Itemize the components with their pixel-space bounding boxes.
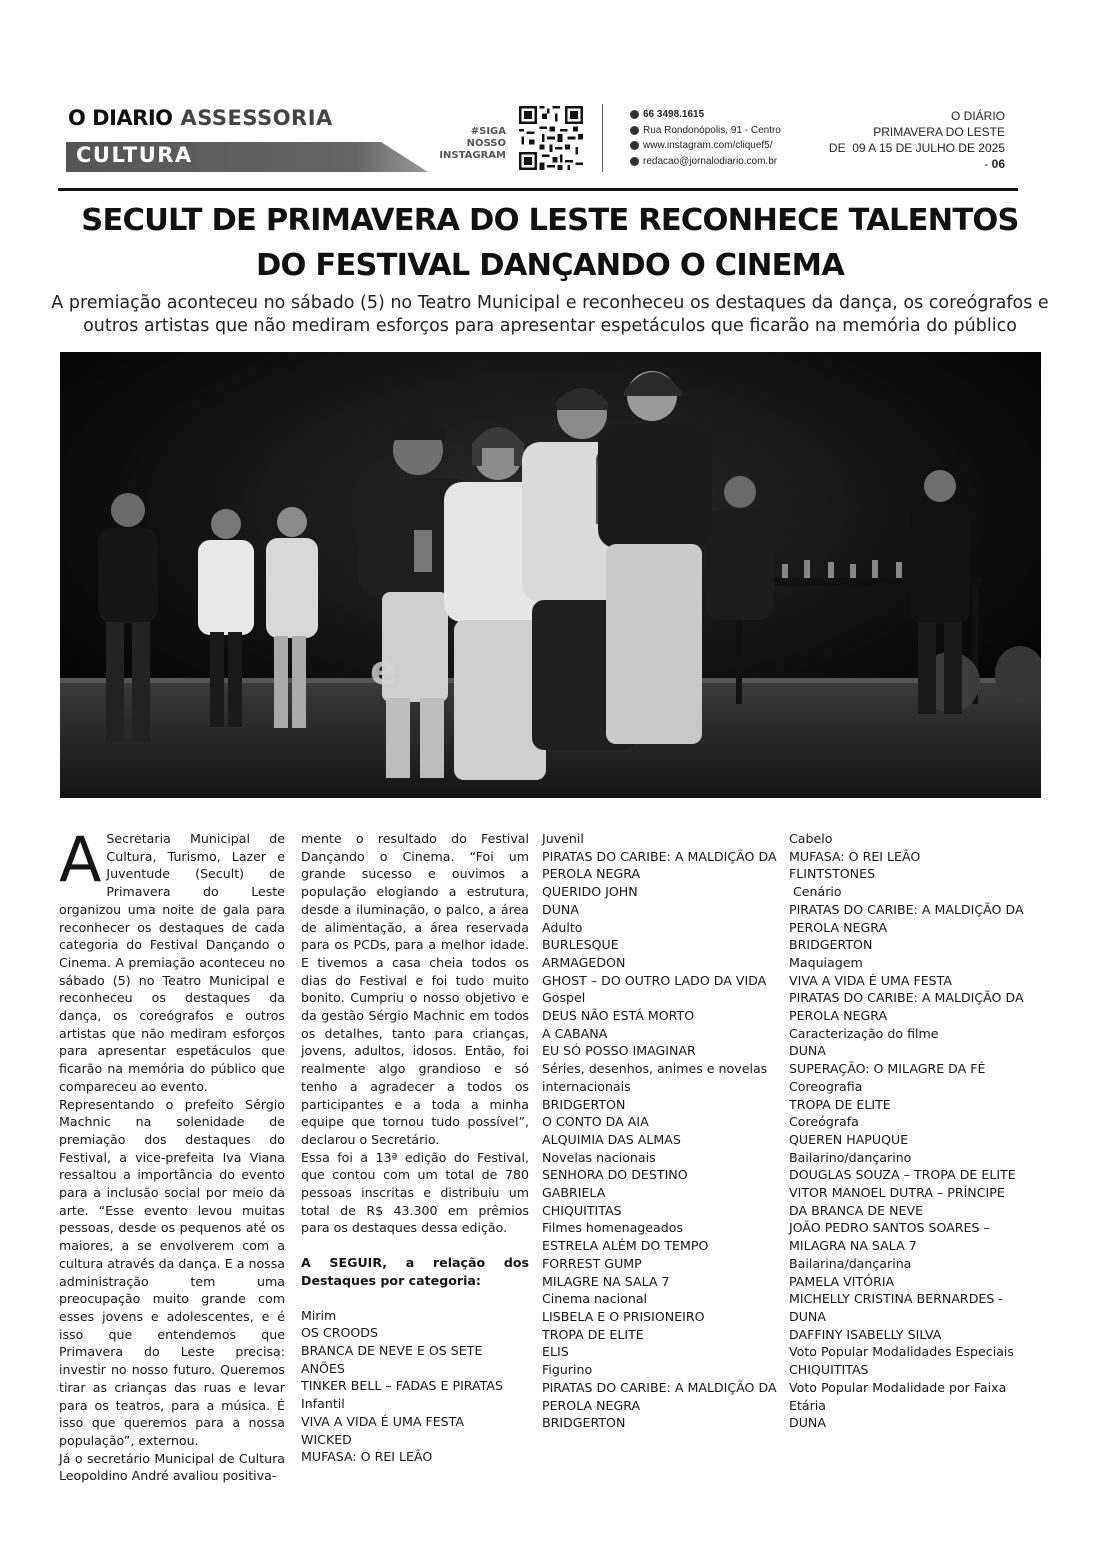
list-item: GHOST – DO OUTRO LADO DA VIDA [542,972,767,988]
list-item: BURLESQUE [542,937,619,953]
list-item: O CONTO DA AIA [542,1114,649,1130]
paragraph-4: mente o resultado do Festival Dançando o Cinema. “Foi um grande sucesso e ouvimos a população elogiando a estrutura, desde a iluminação, o palco, a área de alimentação, a área reservada para os PCDs, para a melhor idade. E tivemos a casa cheia todos os dias do Festival e foi tudo muito bonito. Cumpriu o nosso objetivo e da gestão Sérgio Machnic em todos os detalhes, tanto para crianças, jovens, adultos, idosos. Então, foi realmente algo grandioso e só tenho a agradecer a todos os participantes e a toda a minha equipe que tornou tudo possível”, declarou o Secretário. [301,831,529,1147]
list-item: Maquiagem [789,954,863,970]
list-item: LISBELA E O PRISIONEIRO [542,1308,705,1324]
list-item: VITOR MANOEL DUTRA – PRÍNCIPE DA BRANCA DE NEVE [789,1185,1005,1218]
list-item: Adulto [542,919,583,935]
paragraph-2: Representando o prefeito Sérgio Machnic na solenidade de premiação dos destaques do Festival, a vice-prefeita Iva Viana ressaltou a importância do evento para a inclusão social por meio da arte. “Esse evento levou muitas pessoas, desde os pequenos até os maiores, a se envolverem com a cultura através da dança. E a nossa administração tem uma preocupação muito grande com esses jovens e adolescentes, e é isso que entendemos que Primavera do Leste precisa: investir no nosso futuro. Queremos tirar as crianças das ruas e levar para os teatros, para a música. É isso que queremos para a nossa população”, externou. [59,1096,285,1448]
instagram-callout [430,126,506,162]
whatsapp-icon [630,110,639,119]
list-item: MILAGRE NA SALA 7 [542,1273,670,1289]
list-item: GABRIELA [542,1185,606,1201]
svg-text:e: e [370,648,398,694]
list-item: QUEREN HAPUQUE [789,1131,909,1147]
list-item: DUNA [542,901,579,917]
list-item: MUFASA: O REI LEÃO [789,848,921,864]
list-item: VIVA A VIDA É UMA FESTA [789,972,952,988]
article-column-4 [789,830,1025,1432]
list-item: BRANCA DE NEVE E OS SETE ANÕES [301,1342,483,1376]
list-item: PIRATAS DO CARIBE: A MALDIÇÃO DA PEROLA NEGRA [789,990,1024,1024]
email-icon [630,157,639,166]
list-item: VIVA A VIDA É UMA FESTA [301,1413,464,1429]
list-item: BRIDGERTON [542,1415,626,1431]
paragraph-3: Já o secretário Municipal de Cultura Leopoldino André avaliou positiva- [59,1450,285,1484]
list-item: MUFASA: O REI LEÃO [301,1449,433,1465]
list-item: MICHELLY CRISTINA BERNARDES - DUNA [789,1291,1003,1324]
list-item: DUNA [789,1043,826,1059]
list-heading: A SEGUIR, a relação dos Destaques por categoria: [301,1255,529,1288]
list-item: CHIQUITITAS [789,1362,869,1378]
awards-list-1 [301,1307,529,1466]
list-item: FORREST GUMP [542,1255,642,1271]
list-item: DUNA [789,1415,826,1431]
instagram-icon [630,141,639,150]
list-item: Voto Popular Modalidades Especiais [789,1344,1014,1360]
list-item: PIRATAS DO CARIBE: A MALDIÇÃO DA PEROLA NEGRA [542,1379,777,1413]
header-rule [58,188,1018,191]
page-number: 06 [991,157,1005,171]
list-item: BRIDGERTON [542,1096,626,1112]
list-item: DOUGLAS SOUZA – TROPA DE ELITE [789,1167,1016,1183]
edition-city: PRIMAVERA DO LESTE [873,125,1005,139]
list-item: Cenário [789,884,842,900]
list-item: SENHORA DO DESTINO [542,1167,688,1183]
paragraph-5: Essa foi a 13ª edição do Festival, que contou com um total de 780 pessoas inscritas e distribuiu um total de R$ 43.300 em prêmios para os destaques dessa edição. [301,1149,529,1236]
list-item: Coreógrafa [789,1114,859,1130]
drop-cap: A [59,823,102,896]
list-item: WICKED [301,1431,352,1447]
article-column-1 [59,823,285,1485]
article-column-3 [542,830,778,1432]
callout-line-3: INSTAGRAM [439,150,506,161]
list-item: Juvenil [542,831,584,846]
list-item: OS CROODS [301,1325,378,1341]
article-column-2 [301,830,529,1466]
list-item: ELIS [542,1344,569,1360]
list-item: Coreografia [789,1078,863,1094]
list-item: CHIQUITITAS [542,1202,622,1218]
list-item: Gospel [542,990,586,1006]
list-item: ALQUIMIA DAS ALMAS [542,1131,681,1147]
article-subheadline: A premiação aconteceu no sábado (5) no Teatro Municipal e reconheceu os destaques da dança, os coreógrafos e outros artistas que não mediram esforços para apresentar espetáculos que ficarão na memória do público [51,293,1049,336]
list-item: Novelas nacionais [542,1149,656,1165]
callout-line-2: NOSSO [466,138,506,149]
list-item: Séries, desenhos, animes e novelas internacionais [542,1061,768,1094]
contact-email[interactable]: redacao@jornalodiario.com.br [643,155,778,167]
location-pin-icon [630,126,639,135]
list-item: SUPERAÇÃO: O MILAGRE DA FÉ [789,1061,986,1077]
list-item: QUERIDO JOHN [542,884,638,900]
contact-instagram[interactable]: www.instagram.com/cliquef5/ [643,140,773,151]
list-item: ESTRELA ALÉM DO TEMPO [542,1238,709,1254]
list-item: Voto Popular Modalidade por Faixa Etária [789,1379,1007,1413]
list-item: PIRATAS DO CARIBE: A MALDIÇÃO DA PEROLA NEGRA [789,901,1024,935]
list-item: TROPA DE ELITE [789,1096,891,1112]
awards-list-2 [542,830,778,1432]
list-item: FLINTSTONES [789,866,876,882]
list-item: DEUS NÃO ESTÁ MORTO [542,1008,695,1024]
edition-paper: O DIÁRIO [950,109,1005,123]
list-item: JOÃO PEDRO SANTOS SOARES – MILAGRA NA SALA 7 [789,1220,990,1254]
list-item: EU SÓ POSSO IMAGINAR [542,1043,696,1059]
list-item: ARMAGEDON [542,954,626,970]
list-item: BRIDGERTON [789,937,873,953]
list-item: DAFFINY ISABELLY SILVA [789,1326,942,1342]
brand-subtitle: ASSESSORIA [180,106,333,130]
list-item: Filmes homenageados [542,1220,684,1236]
list-item: Bailarina/dançarina [789,1255,912,1271]
list-item: Infantil [301,1396,345,1412]
qr-code-icon[interactable] [519,106,583,170]
list-item: Cinema nacional [542,1291,648,1307]
list-item: Bailarino/dançarino [789,1149,912,1165]
newspaper-brand [68,106,333,130]
contact-phone: 66 3498.1615 [643,109,705,120]
list-item: Cabelo [789,831,833,846]
contact-address: Rua Rondonópolis, 91 - Centro [643,124,781,136]
list-item: Mirim [301,1307,337,1323]
header-divider [602,104,603,172]
list-item: PAMELA VITÓRIA [789,1273,895,1289]
article-headline: SECULT DE PRIMAVERA DO LESTE RECONHECE TALENTOS DO FESTIVAL DANÇANDO O CINEMA [81,203,1019,283]
section-label: CULTURA [76,143,193,167]
contact-block [630,107,781,169]
article-photo [60,352,1041,798]
brand-name: O DIARIO [68,106,173,130]
list-item: TROPA DE ELITE [542,1326,644,1342]
list-item: A CABANA [542,1025,608,1041]
callout-line-1: #SIGA [470,126,506,137]
edition-info [829,108,1005,172]
list-item: Caracterização do filme [789,1025,939,1041]
edition-date: DE 09 A 15 DE JULHO DE 2025 [828,141,1005,155]
awards-list-3 [789,830,1025,1432]
paragraph-1: Secretaria Municipal de Cultura, Turismo, Lazer e Juventude (Secult) de Primavera do Leste organizou uma noite de gala para reconhecer os destaques de cada categoria do Festival Dançando o Cinema. A premiação aconteceu no sábado (5) no Teatro Municipal e reconheceu os destaques da dança, os coreógrafos e outros artistas que não mediram esforços para apresentar espetáculos que ficarão na memória do público que compareceu ao evento. [59,831,285,1094]
list-item: Figurino [542,1362,593,1378]
list-item: TINKER BELL – FADAS E PIRATAS [301,1378,503,1394]
page-prefix: - [984,157,992,171]
list-item: PIRATAS DO CARIBE: A MALDIÇÃO DA PEROLA NEGRA [542,848,777,882]
